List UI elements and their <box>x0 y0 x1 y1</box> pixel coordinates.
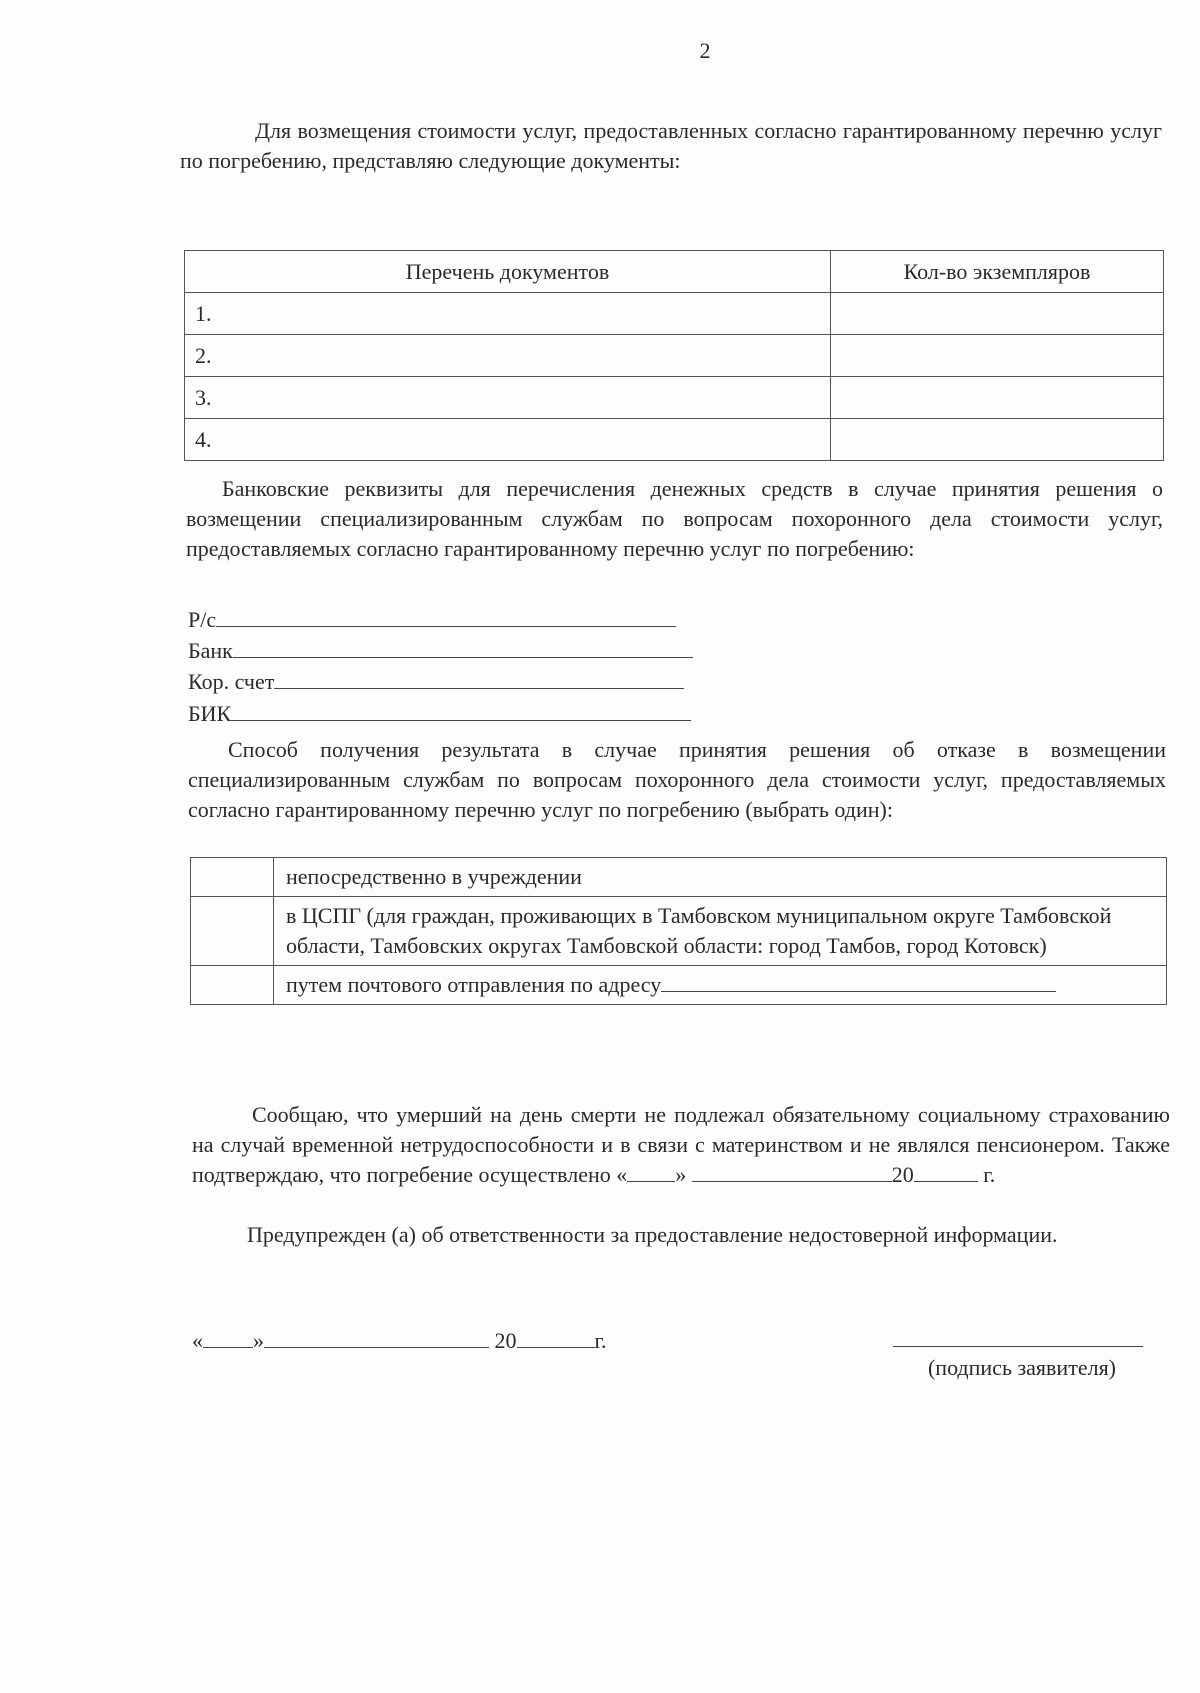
table-row <box>191 897 1167 966</box>
document-row-number[interactable]: 4. <box>185 419 831 461</box>
intro-paragraph: Для возмещения стоимости услуг, предоставленных согласно гарантированному перечню услуг по погребению, представляю следующие документы: <box>180 118 1162 173</box>
table-row <box>185 293 1164 335</box>
document-row-count[interactable] <box>831 293 1164 335</box>
result-method-paragraph: Способ получения результата в случае принятия решения об отказе в возмещении специализированным службам по вопросам похоронного дела стоимости услуг, предоставляемых согласно гарантированному перечню услуг по погребению (выбрать один): <box>188 737 1166 822</box>
document-row-number[interactable]: 3. <box>185 377 831 419</box>
table-row <box>185 335 1164 377</box>
year-prefix: 20 <box>494 1328 517 1353</box>
documents-table <box>184 250 1164 461</box>
month-blank[interactable] <box>692 1161 892 1182</box>
document-row-number[interactable]: 1. <box>185 293 831 335</box>
rs-field <box>188 604 676 634</box>
option-checkbox[interactable] <box>191 858 274 897</box>
kor-field <box>188 666 684 696</box>
bank-blank[interactable] <box>233 635 693 658</box>
quote-open: « <box>192 1328 203 1353</box>
year-suffix: г. <box>594 1328 607 1353</box>
bank-field <box>188 635 693 665</box>
quote-open: « <box>616 1162 628 1187</box>
table-row <box>185 419 1164 461</box>
option-label: непосредственно в учреждении <box>274 858 1167 897</box>
header-copy-count: Кол-во экземпляров <box>831 251 1164 293</box>
kor-label: Кор. счет <box>188 669 275 694</box>
warning-paragraph: Предупрежден (а) об ответственности за предоставление недостоверной информации. <box>247 1222 1058 1247</box>
year-suffix: г. <box>983 1162 996 1187</box>
document-row-number[interactable]: 2. <box>185 335 831 377</box>
table-row <box>191 858 1167 897</box>
year-blank[interactable] <box>517 1327 595 1348</box>
bank-label: Банк <box>188 638 233 663</box>
result-method-table <box>190 857 1167 1005</box>
bank-details-paragraph: Банковские реквизиты для перечисления денежных средств в случае принятия решения о возмещении специализированным службам по вопросам похоронного дела стоимости услуг, предоставляемых согласно гарантированному перечню услуг по погребению: <box>186 476 1163 561</box>
quote-close: » <box>675 1162 687 1187</box>
option-checkbox[interactable] <box>191 966 274 1005</box>
page-number: 2 <box>699 38 711 63</box>
month-blank[interactable] <box>264 1327 489 1348</box>
header-document-list: Перечень документов <box>185 251 831 293</box>
option-label: в ЦСПГ (для граждан, проживающих в Тамбовском муниципальном округе Тамбовской области, Тамбовских округах Тамбовской области: город Тамбов, город Котовск) <box>274 897 1167 966</box>
quote-close: » <box>253 1328 264 1353</box>
statement-paragraph <box>192 1100 1170 1190</box>
bik-field <box>188 698 691 728</box>
year-prefix: 20 <box>891 1162 914 1187</box>
option-postal-cell <box>274 966 1167 1005</box>
day-blank[interactable] <box>627 1161 675 1182</box>
year-blank[interactable] <box>914 1161 978 1182</box>
option-checkbox[interactable] <box>191 897 274 966</box>
document-row-count[interactable] <box>831 335 1164 377</box>
kor-blank[interactable] <box>274 666 684 689</box>
signature-caption: (подпись заявителя) <box>927 1355 1117 1380</box>
document-row-count[interactable] <box>831 419 1164 461</box>
table-row <box>191 966 1167 1005</box>
day-blank[interactable] <box>203 1327 253 1348</box>
document-row-count[interactable] <box>831 377 1164 419</box>
rs-blank[interactable] <box>216 604 676 627</box>
statement-text: Сообщаю, что умерший на день смерти не подлежал обязательному социальному страхованию на случай временной нетрудоспособности и в связи с материнством и не являлся пенсионером. Также подтверждаю, что погребение осуществлено <box>192 1102 1170 1187</box>
option-label: путем почтового отправления по адресу <box>286 972 662 997</box>
rs-label: Р/с <box>188 607 217 632</box>
signature-blank[interactable] <box>893 1322 1143 1347</box>
documents-table-header <box>185 251 1164 293</box>
bik-label: БИК <box>188 701 232 726</box>
table-row <box>185 377 1164 419</box>
bik-blank[interactable] <box>231 698 691 721</box>
signature-date <box>192 1326 607 1356</box>
postal-address-blank[interactable] <box>661 971 1056 992</box>
